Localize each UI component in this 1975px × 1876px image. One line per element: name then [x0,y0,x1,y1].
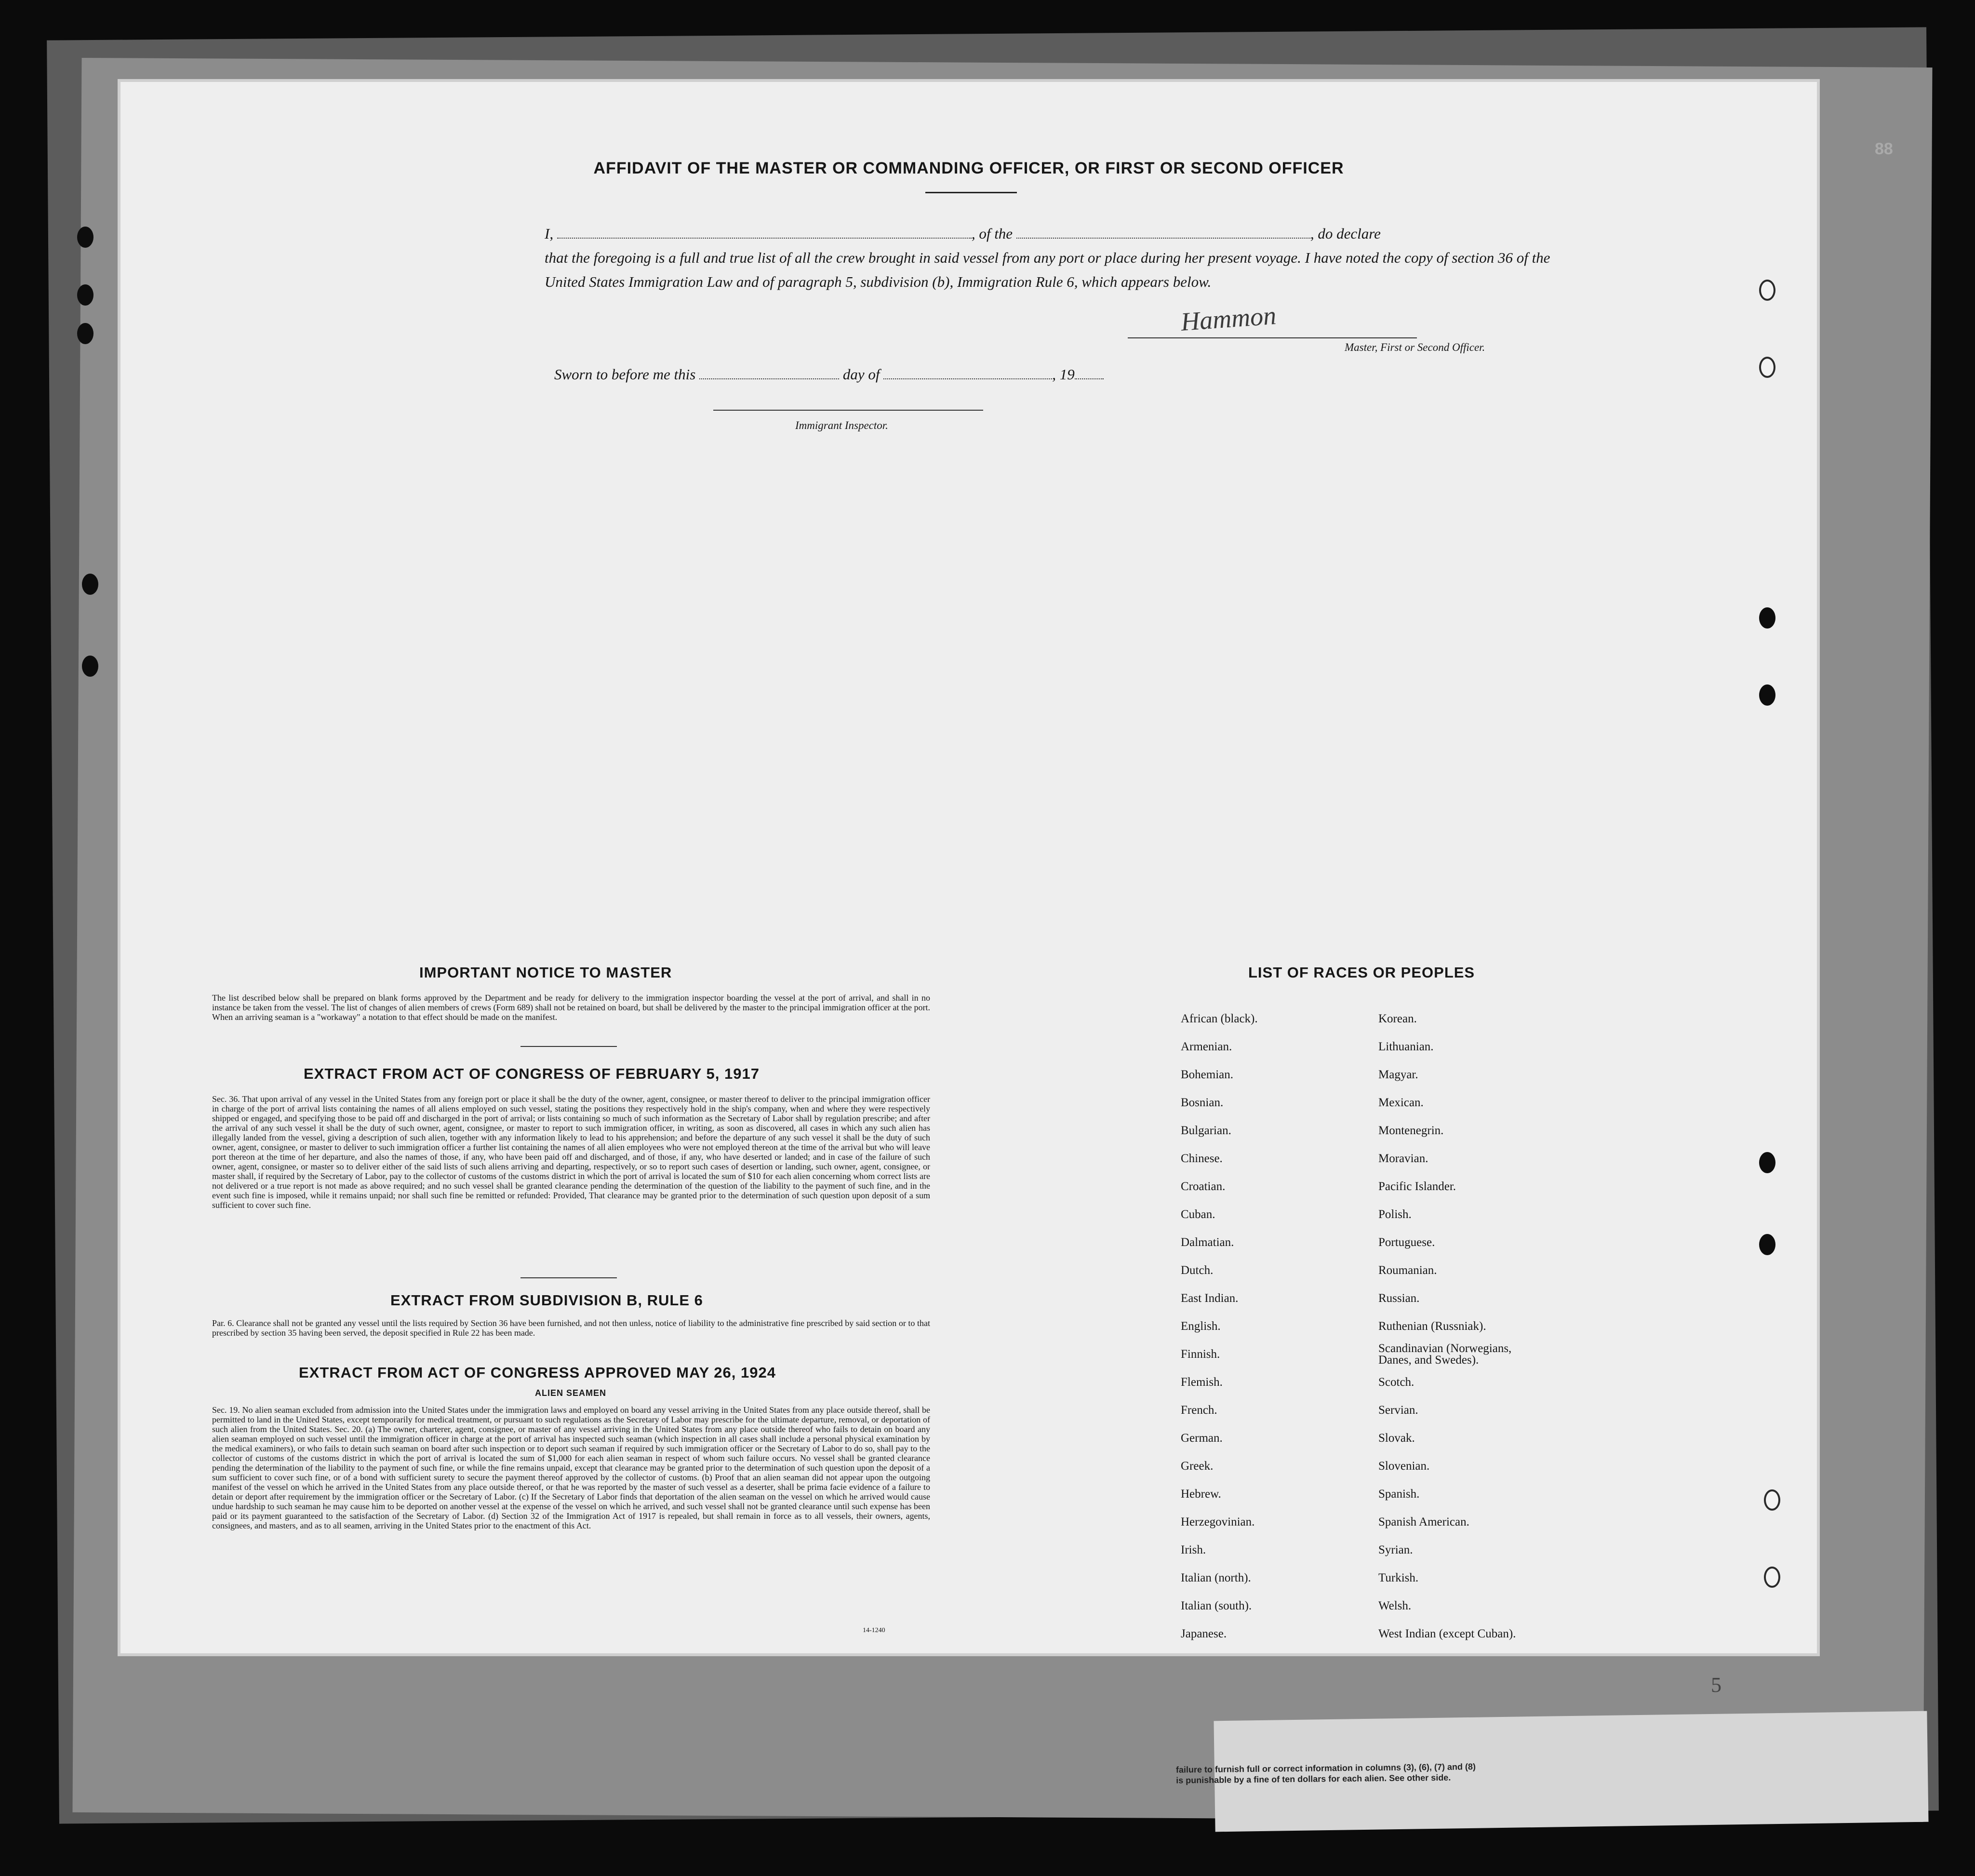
binding-hole [1759,607,1775,629]
race-item: Syrian. [1378,1543,1413,1556]
document-page [120,82,1817,1697]
affidavit-text: that the foregoing is a full and true list of all the crew brought in said vessel from any port or place during her present voyage. I have noted the copy of section 36 of the United States Immigration Law and of paragraph 5, subdivision (b), Immigration Rule 6, which appears below. [545,249,1550,290]
binding-hole [77,227,93,248]
race-item: Montenegrin. [1378,1124,1444,1137]
race-item: Spanish American. [1378,1515,1469,1528]
binding-hole [1759,280,1775,301]
race-item: Hebrew. [1181,1487,1221,1501]
affidavit-i: I, [545,225,554,242]
master-signature: Hammon [1180,301,1277,336]
race-item: Armenian. [1181,1040,1232,1053]
page-number: 88 [1875,140,1893,158]
inspector-caption: Immigrant Inspector. [795,419,888,431]
signature-line [1128,337,1417,338]
divider [520,1277,617,1278]
extract-1917-title: EXTRACT FROM ACT OF CONGRESS OF FEBRUARY 5, 1917 [304,1065,760,1082]
race-item: Pacific Islander. [1378,1180,1456,1193]
race-item: Ruthenian (Russniak). [1378,1320,1486,1333]
race-item: Portuguese. [1378,1236,1435,1249]
divider [520,1046,617,1047]
race-item: Lithuanian. [1378,1040,1434,1053]
race-item: Irish. [1181,1543,1206,1556]
race-item: Italian (south). [1181,1599,1252,1612]
race-item: Slovenian. [1378,1460,1430,1473]
race-item: Bohemian. [1181,1068,1234,1081]
race-item: Greek. [1181,1460,1214,1473]
races-title: LIST OF RACES OR PEOPLES [1248,964,1475,981]
race-item: Flemish. [1181,1376,1223,1389]
handwritten-mark: 5 [1711,1673,1721,1697]
race-item: West Indian (except Cuban). [1378,1627,1516,1640]
affidavit-line-1 [545,222,1557,246]
race-item: Korean. [1378,1012,1417,1025]
race-item: Herzegovinian. [1181,1515,1255,1528]
strip-line: is punishable by a fine of ten dollars for each alien. See other side. [1176,1772,1451,1785]
race-item: Moravian. [1378,1152,1428,1165]
race-item: French. [1181,1404,1217,1417]
race-item: Magyar. [1378,1068,1418,1081]
year-blank [1075,364,1104,379]
extract-rule6-text: Par. 6. Clearance shall not be granted any vessel until the lists required by Section 36 have been furnished, and not then unless, notice of liability to the administrative fine prescribed by said section or to that prescribed by section 35 having been served, the deposit specified in Rule 22 has been made. [212,1318,930,1338]
binding-hole [82,656,98,677]
signature-caption: Master, First or Second Officer. [1345,341,1485,353]
affidavit-body [545,222,1557,294]
race-item: East Indian. [1181,1292,1239,1305]
race-item: Croatian. [1181,1180,1226,1193]
race-item: Roumanian. [1378,1264,1437,1277]
binding-hole [1764,1489,1780,1511]
binding-hole [77,323,93,344]
race-item: Cuban. [1181,1208,1215,1221]
sworn-year: , 19 [1052,366,1075,383]
race-item: Dutch. [1181,1264,1214,1277]
extract-1924-title: EXTRACT FROM ACT OF CONGRESS APPROVED MAY 26, 1924 [299,1364,776,1381]
divider [925,192,1017,193]
binding-hole [1764,1567,1780,1588]
important-notice-text: The list described below shall be prepared on blank forms approved by the Department and be ready for delivery to the immigration inspector boarding the vessel at the port of arrival, and shall in no instance be taken from the vessel. The list of changes of alien members of crews (Form 689) shall not be retained on board, but shall be delivered by the master to the principal immigration officer at the port. When an arriving seaman is a "workaway" a notation to that effect should be made on the manifest. [212,993,930,1022]
race-item: Servian. [1378,1404,1418,1417]
race-item: English. [1181,1320,1221,1333]
day-blank [699,364,839,379]
strip-line: failure to furnish full or correct information in columns (3), (6), (7) and (8) [1175,1762,1476,1775]
sworn-line [554,364,1104,383]
vessel-blank [1016,223,1310,239]
binding-hole [1759,684,1775,706]
race-item: Polish. [1378,1208,1412,1221]
binding-hole [1759,1234,1775,1255]
race-item: Turkish. [1378,1571,1419,1584]
race-item: Welsh. [1378,1599,1412,1612]
extract-rule6-title: EXTRACT FROM SUBDIVISION B, RULE 6 [390,1292,703,1309]
race-item: Bosnian. [1181,1096,1224,1109]
name-blank [557,223,972,239]
form-number: 14-1240 [863,1627,885,1634]
inspector-signature-line [713,410,983,411]
binding-hole [82,574,98,595]
race-item: Scotch. [1378,1376,1415,1389]
race-item: German. [1181,1432,1223,1445]
race-item: Scandinavian (Norwegians, Danes, and Swedes). [1378,1342,1512,1367]
race-item: Russian. [1378,1292,1420,1305]
extract-1924-text: Sec. 19. No alien seaman excluded from admission into the United States under the immigration laws and employed on board any vessel arriving in the United States from any place outside thereof, shall be permitted to land in the United States, except temporarily for medical treatment, or pursuant to such regulations as the Secretary of Labor may prescribe for the ultimate departure, removal, or deportation of such alien from the United States. Sec. 20. (a) The owner, charterer, agent, consignee, or master of any vessel arriving in the United States from any place outside thereof who fails to detain on board any alien seaman employed on such vessel until the immigration officer in charge at the port of arrival has inspected such seaman (which inspection in all cases shall include a personal physical examination by the medical examiners), or who fails to detain such seaman on board after such inspection or to deport such seaman if required by such immigration officer or the Secretary of Labor to do so, shall pay to the collector of customs of the customs district in which the port of arrival is located the sum of $1,000 for each alien seaman in respect of whom such failure occurs. No vessel shall be granted clearance pending the determination of the liability to the payment of such fine, or while the fine remains unpaid, except that clearance may be granted prior to the determination of such question upon the deposit of a sum sufficient to cover such fine, or of a bond with sufficient surety to secure the payment thereof approved by the collector of customs. (b) Proof that an alien seaman did not appear upon the outgoing manifest of the vessel on which he arrived in the United States from any place outside thereof, or that he was reported by the master of such vessel as a deserter, shall be prima facie evidence of a failure to detain or deport after requirement by the immigration officer or the Secretary of Labor. (c) If the Secretary of Labor finds that deportation of the alien seaman on the vessel on which he arrived would cause undue hardship to such seaman he may cause him to be deported on another vessel at the expense of the vessel on which he arrived, and such vessel shall not be granted clearance until such expense has been paid or its payment guaranteed to the satisfaction of the Secretary of Labor. (d) Section 32 of the Immigration Act of 1917 is repealed, but shall remain in force as to all vessels, their owners, agents, consignees, and masters, and as to all seamen, arriving in the United States prior to the enactment of this Act. [212,1405,930,1530]
sworn-day: day of [842,366,880,383]
race-item: Slovak. [1378,1432,1415,1445]
race-item: Bulgarian. [1181,1124,1231,1137]
race-item: Italian (north). [1181,1571,1251,1584]
binding-hole [77,284,93,306]
affidavit-title: AFFIDAVIT OF THE MASTER OR COMMANDING OFFICER, OR FIRST OR SECOND OFFICER [593,159,1344,177]
race-item: Mexican. [1378,1096,1424,1109]
binding-hole [1759,1152,1775,1173]
race-item: Japanese. [1181,1627,1227,1640]
binding-hole [1759,357,1775,378]
race-item: Finnish. [1181,1348,1220,1361]
alien-seamen-subtitle: ALIEN SEAMEN [535,1388,607,1398]
declare-label: , do declare [1310,225,1381,242]
extract-1917-text: Sec. 36. That upon arrival of any vessel in the United States from any foreign port or place it shall be the duty of the owner, agent, consignee, or master thereof to deliver to the principal immigration officer in charge of the port of arrival lists containing the names of all aliens employed on such vessel, stating the positions they respectively hold in the ship's company, when and where they were respectively shipped or engaged, and specifying those to be paid off and discharged in the port of arrival; or lists containing so much of such information as the Secretary of Labor shall by regulation prescribe; and after the arrival of any such vessel it shall be the duty of such owner, agent, consignee, or master to report to such immigration officer, in writing, as soon as discovered, all cases in which any such alien has illegally landed from the vessel, giving a description of such alien, together with any information likely to lead to his apprehension; and before the departure of any such vessel it shall be the duty of such owner, agent, consignee, or master to deliver to such immigration officer a further list containing the names of all alien employees who were not employed thereon at the time of the arrival but who will leave port thereon at the time of her departure, and also the names of those, if any, who have been paid off and discharged, and of those, if any, who have deserted or landed; and in case of the failure of such owner, agent, consignee, or master so to deliver either of the said lists of such aliens arriving and departing, respectively, or so to report such cases of desertion or landing, such owner, agent, consignee, or master shall, if required by the Secretary of Labor, pay to the collector of customs of the customs district in which the port of arrival is located the sum of $10 for each alien concerning whom correct lists are not delivered or a true report is not made as above required; and no such vessel shall be granted clearance pending the determination of the question of the liability to the payment of such fine, and in the event such fine is imposed, while it remains unpaid; nor shall such fine be remitted or refunded: Provided, That clearance may be granted prior to the determination of such question upon deposit of a sum sufficient to cover such fine. [212,1094,930,1210]
month-blank [883,364,1052,379]
race-item: African (black). [1181,1012,1258,1025]
race-item: Chinese. [1181,1152,1223,1165]
race-item: Spanish. [1378,1487,1420,1501]
important-notice-title: IMPORTANT NOTICE TO MASTER [419,964,672,981]
sworn-prefix: Sworn to before me this [554,366,696,383]
of-the-label: , of the [971,225,1013,242]
race-item: Dalmatian. [1181,1236,1234,1249]
